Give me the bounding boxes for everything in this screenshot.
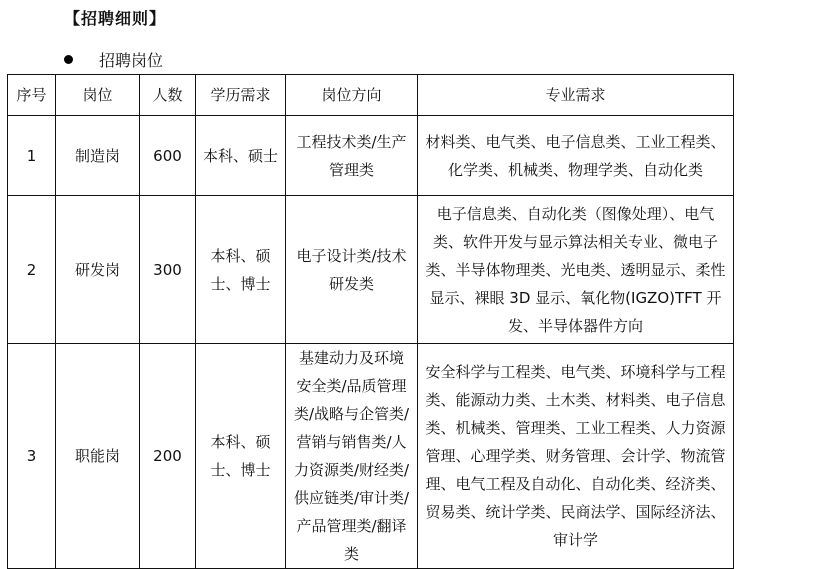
cell-no: 1 — [8, 116, 56, 196]
cell-education: 本科、硕士、博士 — [196, 344, 286, 569]
cell-count: 200 — [140, 344, 196, 569]
cell-no: 2 — [8, 196, 56, 344]
header-count: 人数 — [140, 75, 196, 116]
cell-education: 本科、硕士、博士 — [196, 196, 286, 344]
cell-position: 制造岗 — [56, 116, 140, 196]
header-no: 序号 — [8, 75, 56, 116]
cell-no: 3 — [8, 344, 56, 569]
cell-position: 职能岗 — [56, 344, 140, 569]
cell-count: 600 — [140, 116, 196, 196]
cell-majors: 安全科学与工程类、电气类、环境科学与工程类、能源动力类、土木类、材料类、电子信息类、机械类、管理类、工业工程类、人力资源管理、心理学类、财务管理、会计学、物流管理、电气工程及自动化、自动化类、经济类、贸易类、统计学类、民商法学、国际经济法、审计学 — [418, 344, 734, 569]
recruitment-table — [7, 74, 734, 569]
subheading-text: 招聘岗位 — [99, 51, 164, 70]
header-direction: 岗位方向 — [286, 75, 418, 116]
cell-majors: 电子信息类、自动化类（图像处理）、电气类、软件开发与显示算法相关专业、微电子类、半导体物理类、光电类、透明显示、柔性显示、裸眼 3D 显示、氧化物(IGZO)TFT 开发、半导体器件方向 — [418, 196, 734, 344]
cell-position: 研发岗 — [56, 196, 140, 344]
header-position: 岗位 — [56, 75, 140, 116]
table-row — [8, 196, 734, 344]
cell-majors: 材料类、电气类、电子信息类、工业工程类、化学类、机械类、物理学类、自动化类 — [418, 116, 734, 196]
table-row — [8, 116, 734, 196]
cell-direction: 基建动力及环境安全类/品质管理类/战略与企管类/营销与销售类/人力资源类/财经类/供应链类/审计类/产品管理类/翻译类 — [286, 344, 418, 569]
cell-direction: 电子设计类/技术研发类 — [286, 196, 418, 344]
header-majors: 专业需求 — [418, 75, 734, 116]
cell-count: 300 — [140, 196, 196, 344]
section-title: 【招聘细则】 — [64, 9, 167, 28]
header-education: 学历需求 — [196, 75, 286, 116]
bullet-icon — [64, 55, 73, 64]
table-header-row — [8, 75, 734, 116]
cell-direction: 工程技术类/生产管理类 — [286, 116, 418, 196]
subheading — [64, 48, 163, 71]
cell-education: 本科、硕士 — [196, 116, 286, 196]
table-row — [8, 344, 734, 569]
